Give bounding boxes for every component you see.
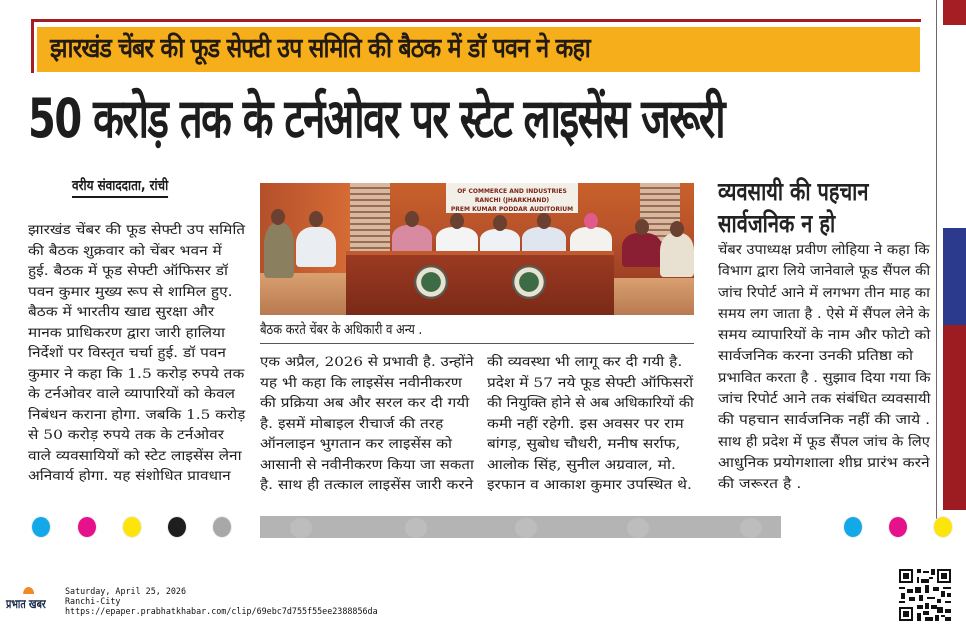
text-line: वाले व्यवसायियों को स्टेट लाइसेंस लेना (28, 448, 242, 464)
text-line: मानक प्राधिकरण द्वारा जारी हालिया (28, 325, 225, 341)
text-line: है. इसमें मोबाइल रीचार्ज की तरह (260, 416, 444, 432)
ghost-dot (290, 518, 312, 538)
text-line: ऑनलाइन भुगतान कर लाइसेंस को (260, 437, 452, 452)
chamber-emblem (414, 265, 448, 299)
text-line: विभाग द्वारा लिये जानेवाले फूड सैंपल की (718, 263, 931, 280)
color-strip-red (943, 0, 966, 25)
clip-url[interactable]: https://epaper.prabhatkhabar.com/clip/69ebc7d755f55ee2388856da (65, 606, 378, 616)
text-line: आलोक सिंह, सुनील अग्रवाल, मो. (487, 457, 676, 473)
registration-dot-gray (212, 516, 232, 538)
text-line: आधुनिक प्रयोगशाला शीघ्र प्रारंभ करने (718, 454, 930, 471)
logo-text: प्रभात खबर (6, 597, 46, 611)
clip-edition: Ranchi-City (65, 596, 121, 606)
text-line: निबंधन कराना होगा. जबकि 1.5 करोड़ (28, 407, 246, 423)
text-line: झारखंड चेंबर की फूड सेफ्टी उप समिति (28, 223, 246, 238)
person-head (493, 215, 507, 231)
banner-line: OF COMMERCE AND INDUSTRIES (457, 188, 567, 195)
text-line: समय लग जाता है . ऐसे में सैंपल लेने के (718, 305, 930, 322)
registration-dot-cyan (843, 516, 863, 538)
article-column-3 (487, 353, 694, 497)
text-line: पवन कुमार मुख्य रूप से शामिल हुए. (28, 284, 233, 300)
kicker-text: झारखंड चेंबर की फूड सेफ्टी उप समिति की बैठक में डॉ पवन ने कहा (50, 33, 590, 64)
color-strip-blue (943, 228, 966, 325)
registration-gray-bar (260, 516, 781, 538)
text-line: के टर्नओवर वाले व्यापारियों को केवल (28, 387, 235, 402)
text-line: चेंबर उपाध्यक्ष प्रवीण लोहिया ने कहा कि (718, 242, 930, 258)
person (296, 227, 336, 267)
chamber-emblem (512, 265, 546, 299)
person-head (405, 211, 419, 227)
text-line: कुमार ने कहा कि 1.5 करोड़ रुपये तक (28, 366, 245, 382)
ghost-dot (740, 518, 762, 538)
text-line: समय व्यापारियों के नाम और फोटो को (718, 327, 931, 344)
text-line: प्रदेश में 57 नये फूड सेफ्टी ऑफिसरों (487, 375, 694, 391)
text-line: अनिवार्य होगा. यह संशोधित प्रावधान (28, 469, 231, 484)
qr-code-icon[interactable] (897, 567, 953, 623)
text-line: इरफान व आकाश कुमार उपस्थित थे. (487, 478, 692, 493)
registration-dot-black (167, 516, 187, 538)
person-turban (584, 213, 598, 229)
registration-dot-yellow (122, 516, 142, 538)
text-line: की जरूरत है . (718, 476, 802, 493)
text-line: बैठक में भारतीय खाद्य सुरक्षा और (28, 305, 215, 320)
article-column-1 (28, 221, 246, 488)
person-head (670, 221, 684, 237)
text-line: प्रभावित करता है . सुझाव दिया गया कि (718, 369, 931, 386)
page-edge-rule (936, 0, 937, 520)
registration-dot-magenta (888, 516, 908, 538)
text-line: जांच रिपोर्ट आने तक संबंधित व्यवसायी (718, 391, 931, 408)
photo-table (346, 251, 614, 315)
person (622, 233, 662, 267)
banner-line: RANCHI (JHARKHAND) (474, 197, 550, 204)
photo-caption: बैठक करते चेंबर के अधिकारी व अन्य . (260, 322, 423, 338)
person-head (635, 219, 649, 235)
text-line: की पहचान सार्वजनिक नहीं की जाये . (718, 412, 931, 429)
text-line: हुई. बैठक में फूड सेफ्टी ऑफिसर डॉ (28, 264, 229, 279)
text-line: एक अप्रैल, 2026 से प्रभावी है. उन्होंने (260, 355, 474, 370)
text-line: है. साथ ही तत्काल लाइसेंस जारी करने (260, 478, 474, 493)
registration-dot-cyan (31, 516, 51, 538)
meeting-photo (260, 183, 694, 315)
article-column-2 (260, 353, 474, 497)
text-line: से 50 करोड़ रुपये तक के टर्नओवर (28, 428, 224, 443)
clip-metadata (65, 586, 378, 616)
text-line: निर्देशों पर विस्तृत चर्चा हुई. डॉ पवन (28, 346, 226, 361)
text-line: की बैठक शुक्रवार को चेंबर भवन में (28, 243, 222, 259)
photo-desk-right (610, 278, 694, 315)
person-head (450, 213, 464, 229)
registration-dot-magenta (77, 516, 97, 538)
headline: 50 करोड़ तक के टर्नओवर पर स्टेट लाइसेंस जरूरी (28, 87, 725, 150)
sun-icon (23, 587, 34, 594)
ghost-dot (627, 518, 649, 538)
color-strip-red (943, 325, 966, 510)
sidebar-body (718, 240, 930, 496)
ghost-dot (515, 518, 537, 538)
text-line: की नियुक्ति होने से अब अधिकारियों की (487, 396, 694, 411)
person (660, 233, 694, 277)
person-head (309, 211, 323, 227)
sidebar-heading-line: सार्वजनिक न हो (718, 209, 836, 238)
text-line: की व्यवस्था भी लागू कर दी गयी है. (487, 355, 683, 370)
text-line: सार्वजनिक करना उनकी प्रतिष्ठा को (718, 348, 914, 365)
banner-line: PREM KUMAR PODDAR AUDITORIUM (450, 206, 574, 213)
text-line: कमी नहीं रहेगी. इस अवसर पर राम (487, 416, 684, 432)
person (264, 223, 294, 278)
photo-banner (446, 183, 578, 213)
prabhat-khabar-logo (6, 595, 46, 612)
person-head (271, 209, 285, 225)
caption-rule (260, 343, 694, 344)
text-line: बांगड़, सुबोध चौधरी, मनीष सर्राफ, (487, 437, 681, 452)
sidebar-heading-line: व्यवसायी की पहचान (718, 177, 869, 206)
registration-dot-yellow (933, 516, 953, 538)
person-head (537, 213, 551, 229)
ghost-dot (405, 518, 427, 538)
photo-desk-left (260, 273, 352, 315)
text-line: की प्रक्रिया अब और सरल कर दी गयी (260, 396, 470, 411)
text-line: आसानी से नवीनीकरण किया जा सकता (260, 457, 474, 473)
text-line: साथ ही प्रदेश में फूड सैंपल जांच के लिए (718, 433, 930, 450)
text-line: यह भी कहा कि लाइसेंस नवीनीकरण (260, 375, 462, 391)
byline: वरीय संवाददाता, रांची (72, 176, 168, 198)
photo-shutter (350, 183, 390, 258)
sidebar-heading (718, 176, 868, 240)
clip-date: Saturday, April 25, 2026 (65, 586, 187, 596)
text-line: जांच रिपोर्ट आने में लगभग तीन माह का (718, 284, 930, 301)
